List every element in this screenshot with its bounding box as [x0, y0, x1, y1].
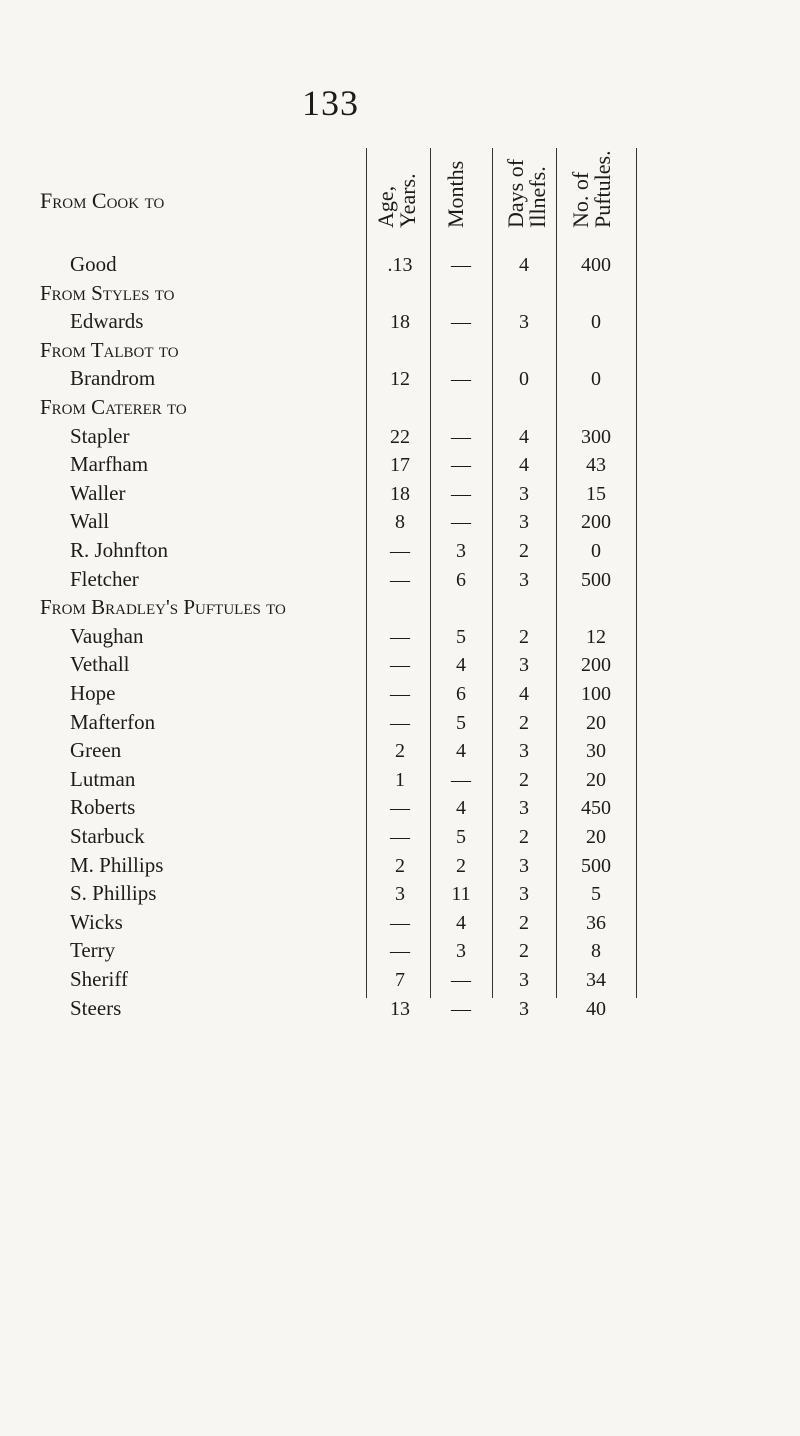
cell-days: 4	[519, 454, 529, 476]
cell-months: 3	[456, 540, 466, 562]
row-label: Mafterfon	[70, 710, 156, 734]
cell-days: 2	[519, 912, 529, 934]
row-label: Green	[70, 738, 122, 762]
cell-age: 17	[390, 454, 410, 476]
row-label: Steers	[70, 996, 122, 1020]
cell-days: 3	[519, 654, 529, 676]
row-label: Sheriff	[70, 967, 128, 991]
cell-age: —	[390, 797, 410, 819]
cell-months: —	[451, 454, 471, 476]
row-label: Wall	[70, 509, 110, 533]
cell-age: —	[390, 683, 410, 705]
cell-pustules: 100	[581, 683, 611, 705]
cell-age: 22	[390, 426, 410, 448]
cell-age: 18	[390, 483, 410, 505]
row-label: Vethall	[70, 652, 130, 676]
cell-pustules: 0	[591, 540, 601, 562]
cell-age: 18	[390, 311, 410, 333]
table-header-label: From Cook to	[40, 188, 165, 213]
cell-pustules: 30	[586, 740, 606, 762]
cell-days: 2	[519, 940, 529, 962]
cell-age: 3	[395, 883, 405, 905]
cell-age: .13	[387, 254, 413, 276]
cell-days: 3	[519, 883, 529, 905]
row-label: S. Phillips	[70, 881, 157, 905]
cell-months: —	[451, 254, 471, 276]
cell-days: 3	[519, 311, 529, 333]
group-heading: From Talbot to	[40, 338, 179, 362]
cell-pustules: 400	[581, 254, 611, 276]
cell-age: —	[390, 912, 410, 934]
cell-months: —	[451, 998, 471, 1020]
row-label: Waller	[70, 481, 126, 505]
cell-months: 4	[456, 654, 466, 676]
cell-pustules: 200	[581, 654, 611, 676]
row-label: Brandrom	[70, 366, 156, 390]
row-label: Roberts	[70, 795, 136, 819]
cell-pustules: 20	[586, 769, 606, 791]
cell-days: 4	[519, 683, 529, 705]
column-rule	[492, 148, 493, 998]
row-label: Vaughan	[70, 624, 144, 648]
cell-days: 4	[519, 254, 529, 276]
cell-pustules: 12	[586, 626, 606, 648]
cell-pustules: 200	[581, 511, 611, 533]
column-rule	[556, 148, 557, 998]
group-heading: From Caterer to	[40, 395, 187, 419]
cell-months: 6	[456, 569, 466, 591]
cell-age: 2	[395, 740, 405, 762]
row-label: Edwards	[70, 309, 144, 333]
cell-months: 3	[456, 940, 466, 962]
cell-pustules: 500	[581, 855, 611, 877]
row-label: R. Johnfton	[70, 538, 169, 562]
cell-days: 2	[519, 626, 529, 648]
cell-age: —	[390, 826, 410, 848]
cell-days: 2	[519, 540, 529, 562]
row-label: Marfham	[70, 452, 149, 476]
cell-age: 12	[390, 368, 410, 390]
column-rule	[430, 148, 431, 998]
cell-pustules: 5	[591, 883, 601, 905]
cell-days: 2	[519, 826, 529, 848]
cell-pustules: 15	[586, 483, 606, 505]
row-label: Starbuck	[70, 824, 145, 848]
cell-days: 2	[519, 712, 529, 734]
cell-days: 0	[519, 368, 529, 390]
cell-months: 4	[456, 740, 466, 762]
page-number: 133	[302, 83, 359, 123]
row-label: Lutman	[70, 767, 136, 791]
column-header-pustules: No. of Puftules.	[568, 150, 615, 228]
cell-days: 3	[519, 569, 529, 591]
row-label: Good	[70, 252, 117, 276]
cell-days: 3	[519, 511, 529, 533]
cell-age: —	[390, 540, 410, 562]
cell-age: 13	[390, 998, 410, 1020]
cell-months: 6	[456, 683, 466, 705]
cell-months: —	[451, 769, 471, 791]
cell-months: —	[451, 969, 471, 991]
cell-months: —	[451, 311, 471, 333]
cell-pustules: 450	[581, 797, 611, 819]
group-heading: From Bradley's Puftules to	[40, 595, 286, 619]
cell-months: —	[451, 426, 471, 448]
column-rule	[636, 148, 637, 998]
cell-months: —	[451, 483, 471, 505]
cell-pustules: 40	[586, 998, 606, 1020]
cell-months: 4	[456, 797, 466, 819]
cell-months: 5	[456, 712, 466, 734]
cell-age: —	[390, 940, 410, 962]
cell-pustules: 0	[591, 368, 601, 390]
row-label: Hope	[70, 681, 116, 705]
cell-days: 2	[519, 769, 529, 791]
cell-pustules: 36	[586, 912, 606, 934]
cell-pustules: 34	[586, 969, 606, 991]
cell-age: —	[390, 626, 410, 648]
cell-age: 2	[395, 855, 405, 877]
cell-age: 1	[395, 769, 405, 791]
cell-days: 3	[519, 797, 529, 819]
column-header-months: Months	[443, 160, 468, 228]
cell-days: 3	[519, 740, 529, 762]
row-label: Wicks	[70, 910, 123, 934]
cell-months: 4	[456, 912, 466, 934]
cell-pustules: 8	[591, 940, 601, 962]
cell-months: —	[451, 368, 471, 390]
cell-days: 3	[519, 998, 529, 1020]
cell-pustules: 43	[586, 454, 606, 476]
cell-months: 11	[451, 883, 471, 905]
cell-months: 2	[456, 855, 466, 877]
cell-days: 3	[519, 483, 529, 505]
row-label: Fletcher	[70, 567, 139, 591]
row-label: Stapler	[70, 424, 130, 448]
cell-age: 8	[395, 511, 405, 533]
cell-months: 5	[456, 826, 466, 848]
cell-pustules: 300	[581, 426, 611, 448]
cell-months: —	[451, 511, 471, 533]
column-header-days: Days of Illnefs.	[503, 158, 550, 228]
row-label: Terry	[70, 938, 116, 962]
cell-pustules: 20	[586, 712, 606, 734]
cell-days: 4	[519, 426, 529, 448]
column-rule	[366, 148, 367, 998]
cell-age: —	[390, 654, 410, 676]
cell-age: —	[390, 712, 410, 734]
cell-days: 3	[519, 855, 529, 877]
cell-days: 3	[519, 969, 529, 991]
row-label: M. Phillips	[70, 853, 164, 877]
cell-age: —	[390, 569, 410, 591]
cell-pustules: 20	[586, 826, 606, 848]
cell-age: 7	[395, 969, 405, 991]
column-header-age: Age, Years.	[373, 173, 420, 228]
cell-months: 5	[456, 626, 466, 648]
cell-pustules: 500	[581, 569, 611, 591]
group-heading: From Styles to	[40, 281, 175, 305]
cell-pustules: 0	[591, 311, 601, 333]
